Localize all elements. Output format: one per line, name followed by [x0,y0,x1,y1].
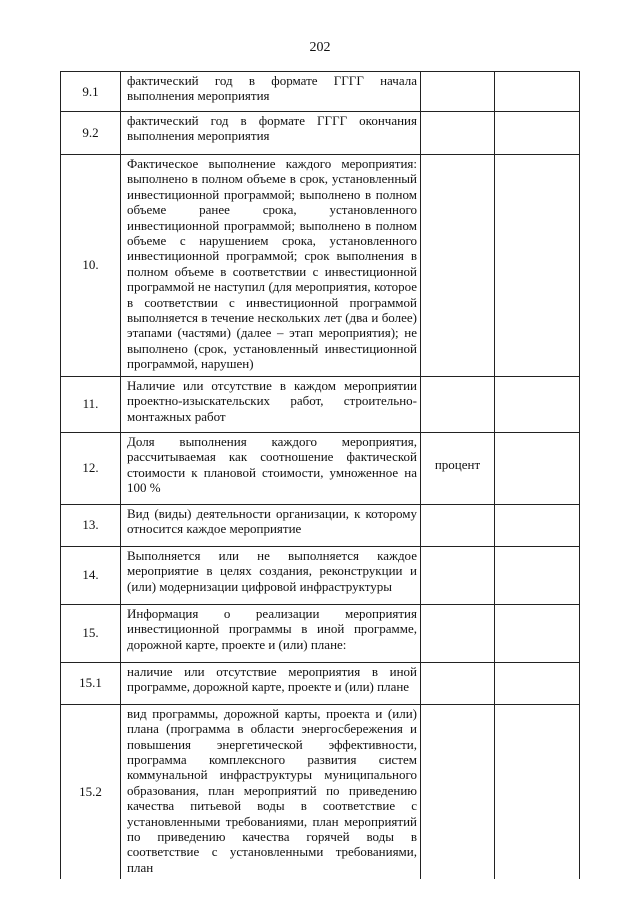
row-unit [421,504,495,546]
row-number: 9.1 [61,72,121,112]
row-value [495,704,580,879]
table-row [61,546,580,604]
row-value [495,155,580,377]
row-unit [421,604,495,662]
page-number: 202 [309,40,331,55]
row-description: Доля выполнения каждого мероприятия, рассчитываемая как соотношение фактической стоимости к плановой стоимости, умноженное на 100 % [121,432,421,504]
row-value [495,112,580,155]
row-description: Фактическое выполнение каждого мероприятия: выполнено в полном объеме в срок, установленный инвестиционной программой; выполнено в полном объеме ранее срока, установленного инвестиционной программой; выполнено в полном объеме с нарушением срока, установленного инвестиционной программой; срок выполнения в полном объеме в соответствии с инвестиционной программой не наступил (для мероприятия, которое в соответствии с инвестиционной программой выполняется в течение нескольких лет (два и более) этапами (частями) (далее – этап мероприятия); не выполнено (срок, установленный инвестиционной программой, нарушен) [121,155,421,377]
table-row [61,155,580,377]
table-row [61,112,580,155]
row-description: Выполняется или не выполняется каждое мероприятие в целях создания, реконструкции и (или) модернизации цифровой инфраструктуры [121,546,421,604]
row-value [495,72,580,112]
row-unit: процент [421,432,495,504]
table-row [61,504,580,546]
row-description: Вид (виды) деятельности организации, к которому относится каждое мероприятие [121,504,421,546]
row-value [495,432,580,504]
row-value [495,662,580,704]
table-row [61,72,580,112]
row-value [495,376,580,432]
row-value [495,604,580,662]
row-value [495,504,580,546]
table-row [61,662,580,704]
row-unit [421,376,495,432]
row-unit [421,72,495,112]
row-number: 15. [61,604,121,662]
row-description: вид программы, дорожной карты, проекта и (или) плана (программа в области энергосбережения и повышения энергетической эффективности, программа комплексного развития систем коммунальной инфраструктуры муниципального образования, план мероприятий по приведению качества питьевой воды в соответствие с установленными требованиями, план мероприятий по приведению качества горячей воды в соответствие с установленными требованиями, план [121,704,421,879]
row-unit [421,704,495,879]
row-description: Наличие или отсутствие в каждом мероприятии проектно-изыскательских работ, строительно-монтажных работ [121,376,421,432]
row-description: фактический год в формате ГГГГ окончания выполнения мероприятия [121,112,421,155]
row-unit [421,112,495,155]
row-unit [421,546,495,604]
row-description: наличие или отсутствие мероприятия в иной программе, дорожной карте, проекте и (или) плане [121,662,421,704]
table-row [61,604,580,662]
row-unit [421,662,495,704]
table-row [61,704,580,879]
row-number: 15.1 [61,662,121,704]
table-row [61,376,580,432]
row-number: 10. [61,155,121,377]
table-row [61,432,580,504]
row-number: 11. [61,376,121,432]
row-number: 12. [61,432,121,504]
row-value [495,546,580,604]
row-number: 14. [61,546,121,604]
row-unit [421,155,495,377]
row-number: 13. [61,504,121,546]
row-description: фактический год в формате ГГГГ начала выполнения мероприятия [121,72,421,112]
row-number: 9.2 [61,112,121,155]
indicator-table [60,71,580,879]
row-number: 15.2 [61,704,121,879]
row-description: Информация о реализации мероприятия инвестиционной программы в иной программе, дорожной карте, проекте и (или) плане: [121,604,421,662]
